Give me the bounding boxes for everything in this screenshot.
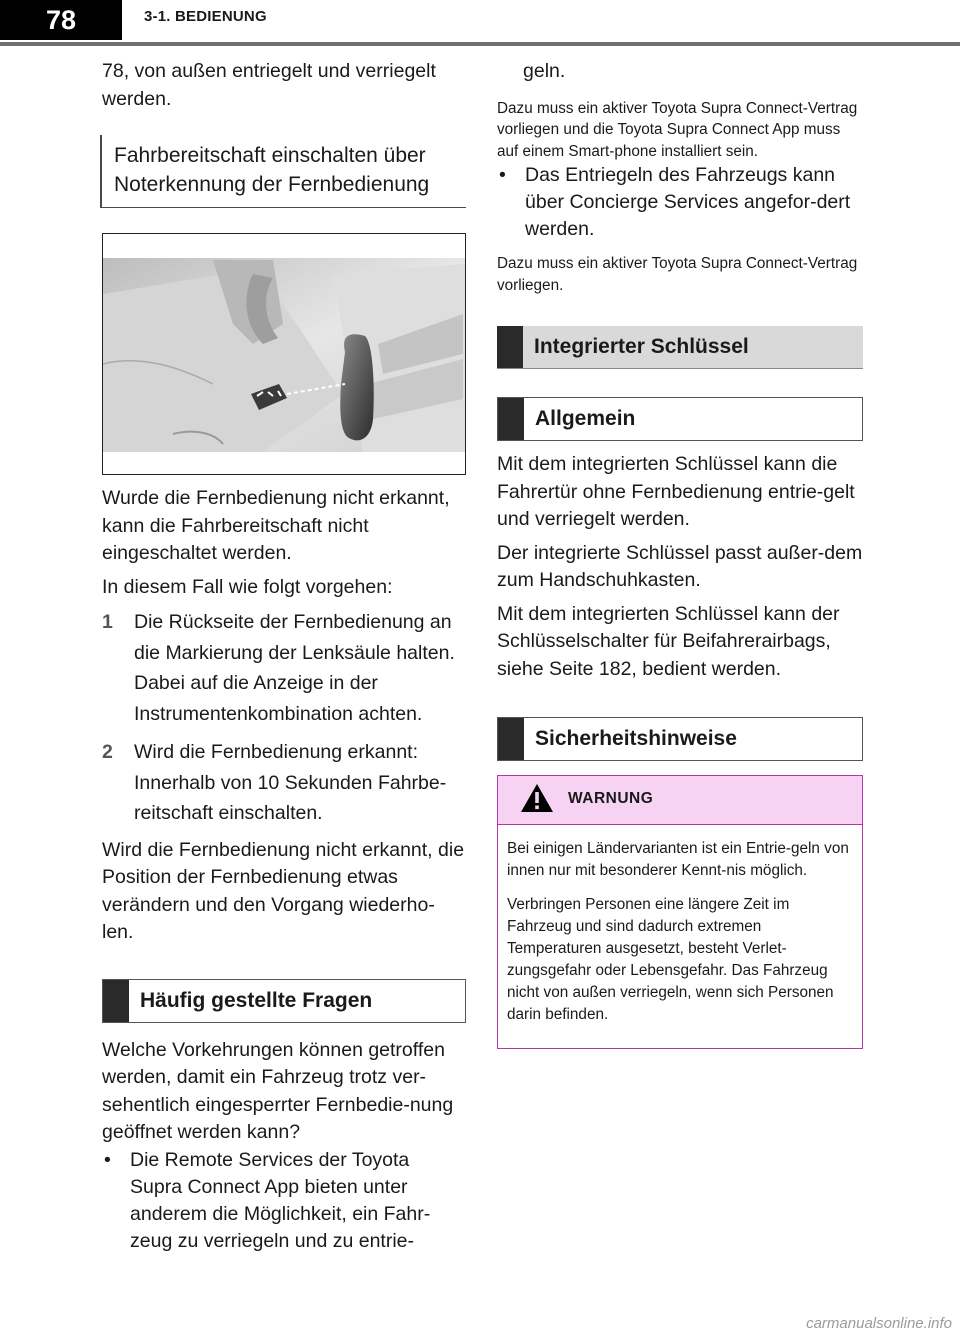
- watermark: carmanualsonline.info: [806, 1315, 952, 1332]
- step-text: Wird die Fernbedienung erkannt: Innerhalb von 10 Sekunden Fahrbe-reitschaft einschalten.: [134, 741, 447, 824]
- note-2: Dazu muss ein aktiver Toyota Supra Connect-Vertrag vorliegen.: [497, 255, 858, 294]
- right-column: [497, 58, 863, 1049]
- left-column: [102, 58, 466, 1255]
- integrated-key-p1: Mit dem integrierten Schlüssel kann die Fahrertür ohne Fernbedienung entrie-gelt und verriegelt werden.: [497, 453, 855, 530]
- steering-column-illustration: [103, 234, 465, 472]
- chapter-title: 3-1. BEDIENUNG: [144, 8, 267, 25]
- bullet-text: Die Remote Services der Toyota Supra Connect App bieten unter anderem die Möglichkeit, ein Fahr-zeug zu verriegeln und zu entrie-: [130, 1148, 431, 1252]
- heading-text: Allgemein: [535, 407, 636, 430]
- faq-question: Welche Vorkehrungen können getroffen werden, damit ein Fahrzeug trotz ver-sehentlich eingesperrter Fernbedie-nung geöffnet werden kann?: [102, 1038, 454, 1143]
- step-1: [102, 607, 466, 729]
- integrated-key-p3: Mit dem integrierten Schlüssel kann der Schlüsselschalter für Beifahrerairbags, siehe Seite 182, bedient werden.: [497, 602, 840, 680]
- faq-bullet: [102, 1147, 466, 1255]
- after-figure-paragraph: Wurde die Fernbedienung nicht erkannt, kann die Fahrbereitschaft nicht eingeschaltet werden.: [102, 487, 450, 564]
- general-heading: [497, 397, 863, 441]
- heading-block: [498, 718, 524, 760]
- note-1: Dazu muss ein aktiver Toyota Supra Connect-Vertrag vorliegen und die Toyota Supra Connect App muss auf einem Smart-phone installiert sein.: [497, 99, 858, 160]
- bullet-text: Das Entriegeln des Fahrzeugs kann über Concierge Services angefor-dert werden.: [525, 164, 851, 240]
- integrated-key-p2: Der integrierte Schlüssel passt außer-dem zum Handschuhkasten.: [497, 541, 863, 591]
- bullet-dot: •: [499, 164, 506, 186]
- heading-block: [497, 326, 523, 368]
- heading-block: [103, 980, 129, 1022]
- steering-column-figure: [102, 233, 466, 475]
- heading-block: [498, 398, 524, 440]
- safety-heading: [497, 717, 863, 761]
- page-number: 78: [0, 0, 122, 40]
- integrated-key-heading: [497, 326, 863, 369]
- continuation-text: geln.: [523, 60, 566, 82]
- intro-paragraph: 78, von außen entriegelt und verriegelt werden.: [102, 60, 436, 110]
- warning-label: WARNUNG: [568, 790, 654, 807]
- section-subhead: Fahrbereitschaft einschalten über Noterkennung der Fernbedienung: [100, 135, 466, 208]
- concierge-bullet: [497, 162, 863, 243]
- step-text: Die Rückseite der Fernbedienung an die Markierung der Lenksäule halten. Dabei auf die Anzeige in der Instrumentenkombination achten.: [134, 611, 455, 725]
- heading-text: Häufig gestellte Fragen: [140, 988, 373, 1012]
- warning-header: [498, 776, 862, 825]
- warning-box: [497, 775, 863, 1049]
- step-number: 2: [102, 741, 113, 763]
- lead-paragraph: In diesem Fall wie folgt vorgehen:: [102, 575, 393, 598]
- header-rule: [0, 42, 960, 46]
- warning-body: [498, 825, 862, 1048]
- warning-text-2: Verbringen Personen eine längere Zeit im Fahrzeug und sind dadurch extremen Temperaturen ausgesetzt, besteht Verlet-zungsgefahr oder Lebensgefahr. Das Fahrzeug nicht von außen verriegeln, wenn sich Personen darin befinden.: [507, 896, 834, 1023]
- warning-text-1: Bei einigen Ländervarianten ist ein Entrie-geln von innen nur mit besonderer Kennt-nis möglich.: [507, 840, 849, 879]
- warning-triangle-icon: [520, 783, 554, 813]
- bullet-dot: •: [104, 1148, 111, 1171]
- not-recognized-paragraph: Wird die Fernbedienung nicht erkannt, die Position der Fernbedienung etwas verändern und den Vorgang wiederho-len.: [102, 838, 465, 943]
- heading-text: Integrierter Schlüssel: [534, 335, 749, 358]
- step-2: [102, 737, 466, 829]
- faq-heading: [102, 979, 466, 1023]
- step-number: 1: [102, 611, 113, 633]
- heading-text: Sicherheitshinweise: [535, 727, 737, 750]
